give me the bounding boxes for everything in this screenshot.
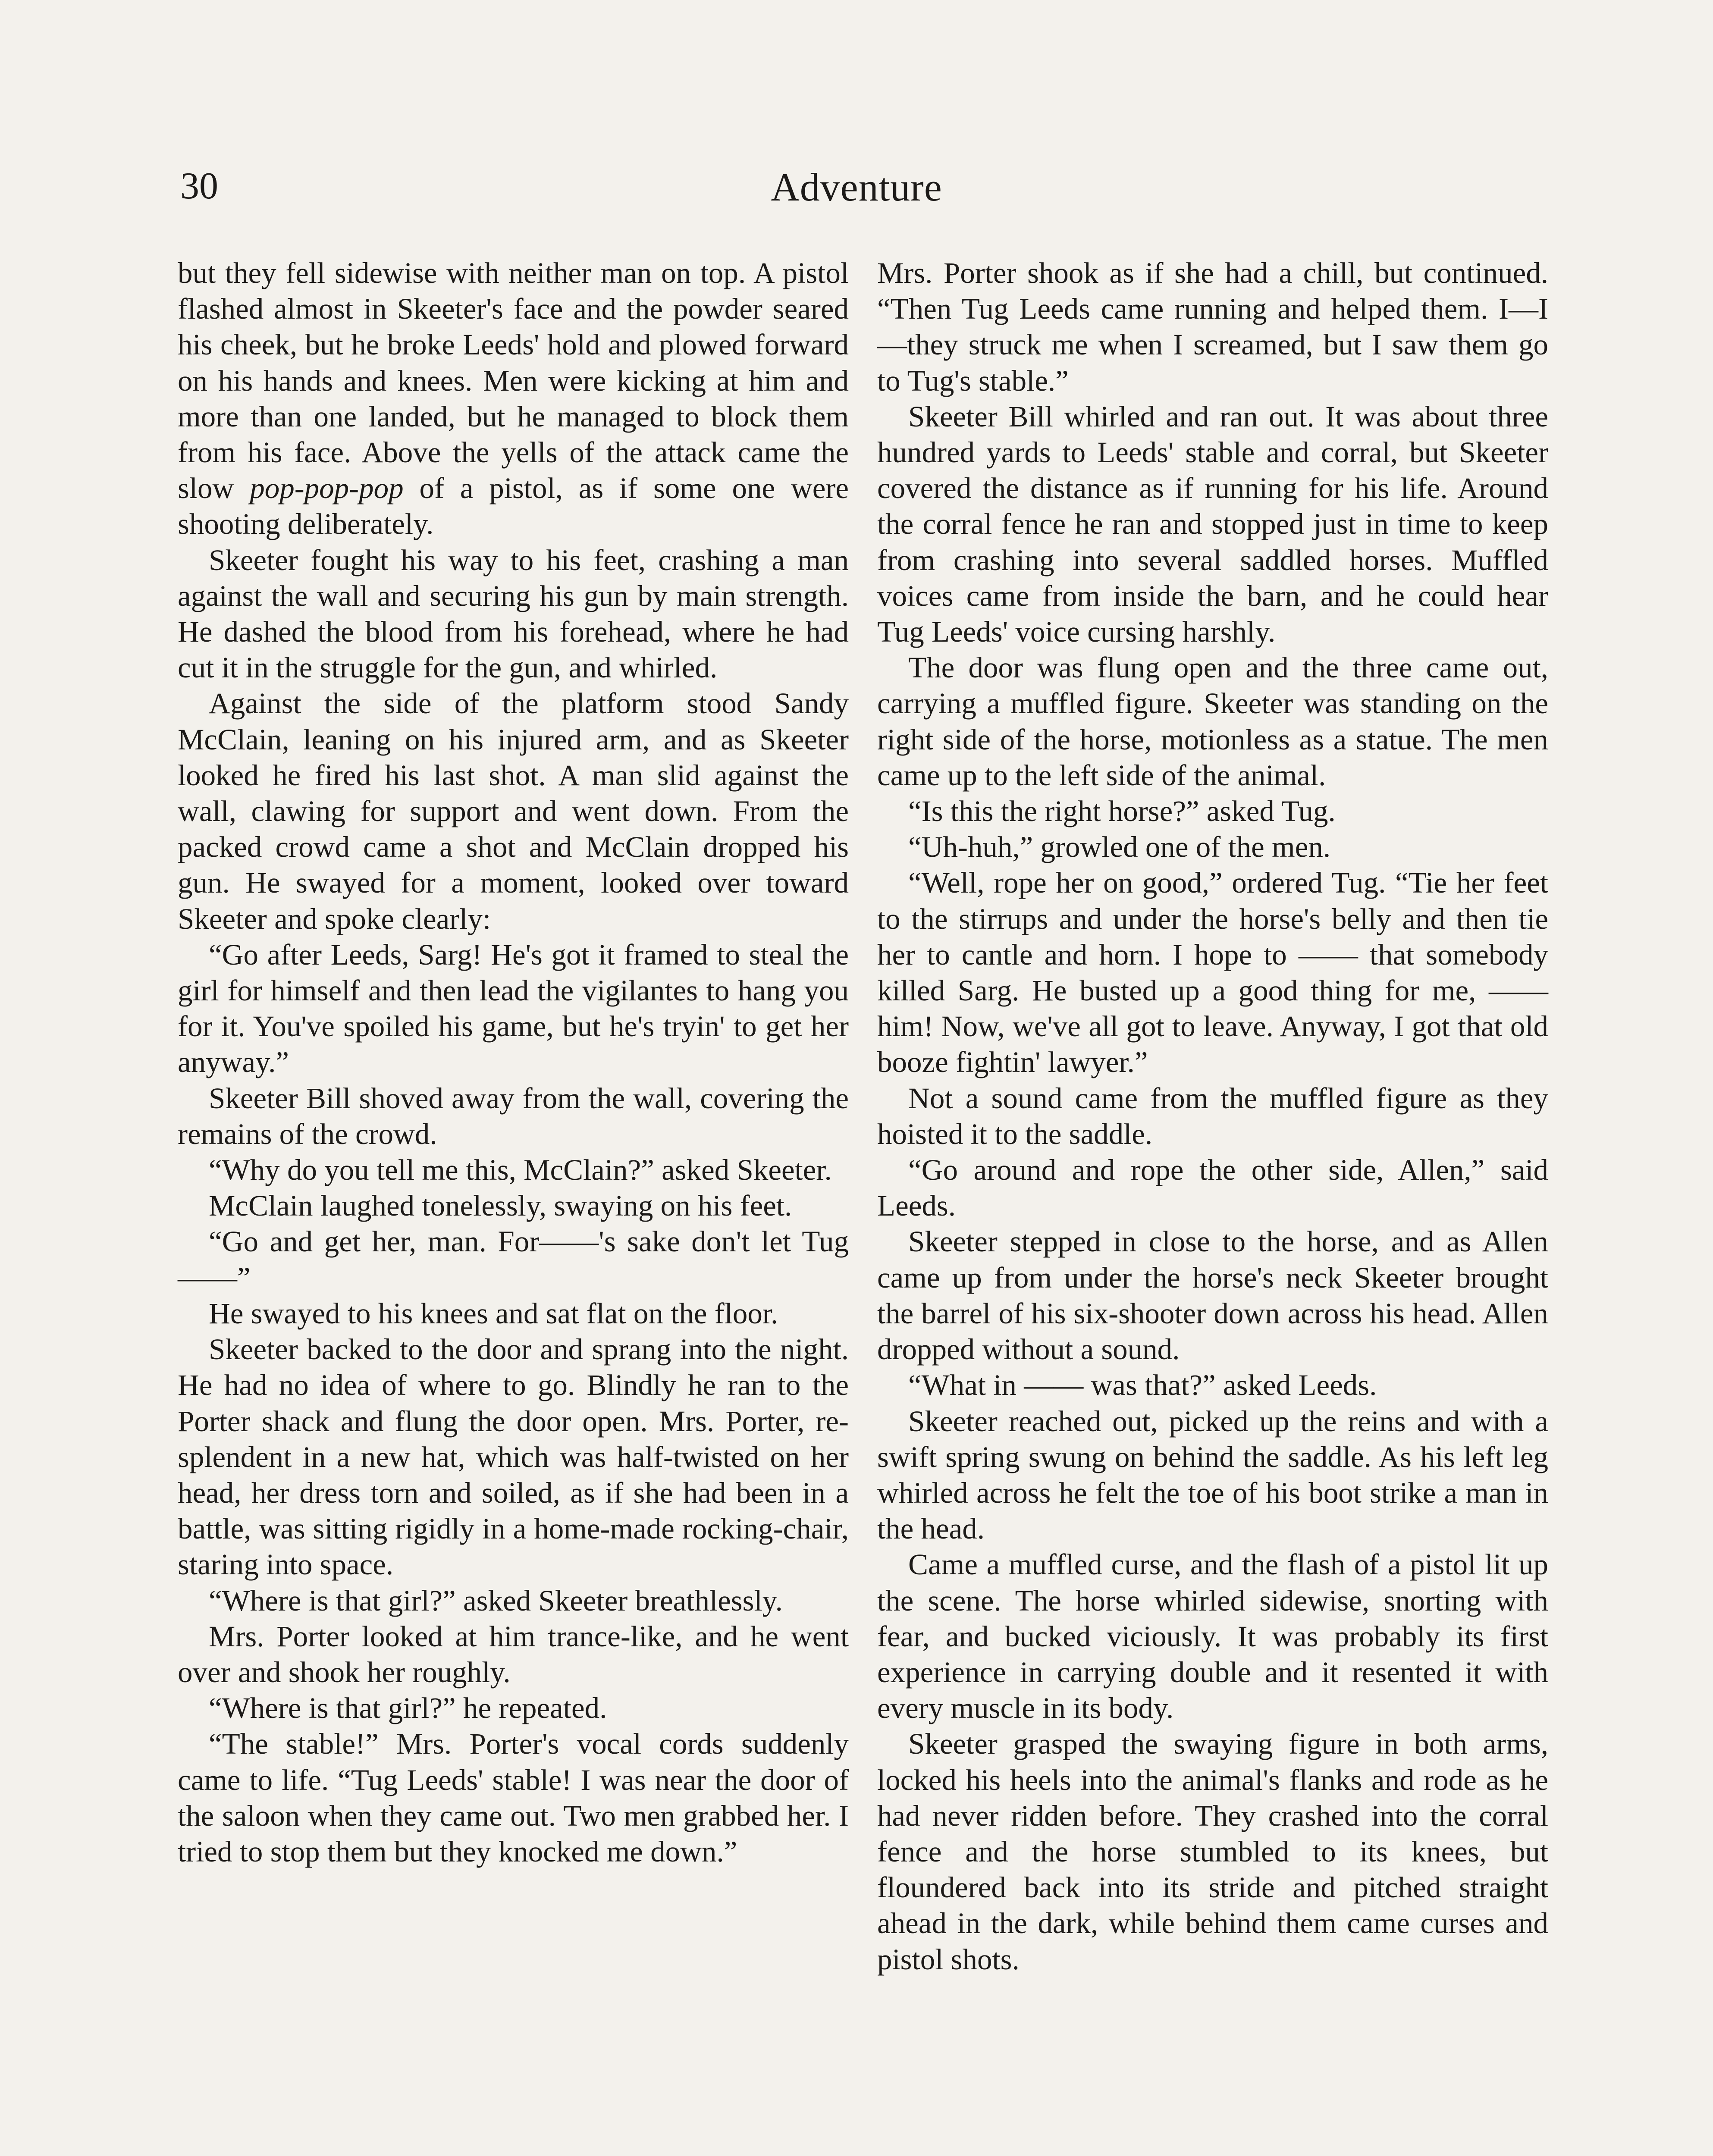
- italic-sound: pop-pop-pop: [250, 472, 404, 505]
- paragraph: Skeeter Bill whirled and ran out. It was about three hundred yards to Leeds' stable and corral, but Skeeter covered the distance as if running for his life. Around the corral fence he ran and stopped just in time to keep from crashing into several saddled horses. Muffled voices came from inside the barn, and he could hear Tug Leeds' voice cursing harshly.: [877, 400, 1548, 649]
- paragraph: “The stable!” Mrs. Porter's vocal cords suddenly came to life. “Tug Leeds' stable! I was near the door of the saloon when they came out. Two men grabbed her. I tried to stop them but they knocked me down.”: [178, 1727, 849, 1868]
- paragraph: Skeeter stepped in close to the horse, and as Allen came up from under the horse's neck Skeeter brought the barrel of his six-shooter down across his head. Allen dropped without a sound.: [877, 1225, 1548, 1366]
- paragraph: “Where is that girl?” asked Skeeter breathlessly.: [209, 1584, 783, 1617]
- paragraph: “Go after Leeds, Sarg! He's got it framed to steal the girl for himself and then lead the vigilantes to hang you for it. You've spoiled his game, but he's tryin' to get her anyway.”: [178, 938, 849, 1079]
- paragraph: Skeeter reached out, picked up the reins and with a swift spring swung on behind the saddle. As his left leg whirled across he felt the toe of his boot strike a man in the head.: [877, 1404, 1548, 1545]
- paragraph: “Go around and rope the other side, Allen,” said Leeds.: [877, 1153, 1548, 1222]
- running-head-title: Adventure: [771, 165, 942, 209]
- paragraph: Skeeter backed to the door and sprang into the night. He had no idea of where to go. Blindly he ran to the Porter shack and flung the door open. Mrs. Porter, resplendent in a new hat, which was half-twisted on her head, her dress torn and soiled, as if she had been in a battle, was sitting rigidly in a home-made rocking-chair, staring into space.: [178, 1333, 849, 1581]
- paragraph: [178, 255, 849, 542]
- left-column: [178, 255, 849, 1870]
- paragraph: Came a muffled curse, and the flash of a pistol lit up the scene. The horse whirled sidewise, snorting with fear, and bucked viciously. It was probably its first experience in carrying double and it resented it with every muscle in its body.: [877, 1548, 1548, 1725]
- paragraph: “Go and get her, man. For——'s sake don't let Tug——”: [178, 1225, 849, 1294]
- paragraph: McClain laughed tonelessly, swaying on his feet.: [209, 1189, 792, 1222]
- paragraph: Skeeter Bill shoved away from the wall, covering the remains of the crowd.: [178, 1081, 849, 1150]
- paragraph-text: but they fell sidewise with neither man on top. A pistol flashed almost in Skeeter's face and the powder seared his cheek, but he broke Leeds' hold and plowed forward on his hands and knees. Men were kicking at him and more than one landed, but he managed to block them from his face. Above the yells of the attack came the slow: [178, 257, 849, 505]
- paragraph: “Uh-huh,” growled one of the men.: [908, 830, 1331, 864]
- paragraph: He swayed to his knees and sat flat on the floor.: [209, 1297, 778, 1330]
- paragraph: “Why do you tell me this, McClain?” asked Skeeter.: [209, 1153, 832, 1187]
- paragraph: The door was flung open and the three came out, carrying a muffled figure. Skeeter was standing on the right side of the horse, motionless as a statue. The men came up to the left side of the animal.: [877, 651, 1548, 792]
- right-column: [877, 255, 1548, 1977]
- paragraph: “What in —— was that?” asked Leeds.: [908, 1369, 1377, 1402]
- paragraph: Skeeter fought his way to his feet, crashing a man against the wall and securing his gun by main strength. He dashed the blood from his forehead, where he had cut it in the struggle for the gun, and whirled.: [178, 543, 849, 684]
- paragraph: “Well, rope her on good,” ordered Tug. “Tie her feet to the stirrups and under the horse's belly and then tie her to cantle and horn. I hope to —— that somebody killed Sarg. He busted up a good thing for me, —— him! Now, we've all got to leave. Anyway, I got that old booze fightin' lawyer.”: [877, 866, 1548, 1079]
- paragraph: “Is this the right horse?” asked Tug.: [908, 795, 1336, 828]
- paragraph-text: of a pistol, as if some one were shooting deliberately.: [178, 472, 849, 541]
- page-number: 30: [180, 165, 218, 207]
- paragraph: “Where is that girl?” he repeated.: [209, 1692, 607, 1725]
- paragraph: Not a sound came from the muffled figure as they hoisted it to the saddle.: [877, 1081, 1548, 1150]
- paragraph: Against the side of the platform stood Sandy McClain, leaning on his injured arm, and as Skeeter looked he fired his last shot. A man slid against the wall, clawing for support and went down. From the packed crowd came a shot and McClain dropped his gun. He swayed for a moment, looked over toward Skeeter and spoke clearly:: [178, 687, 849, 935]
- paragraph: Mrs. Porter shook as if she had a chill, but continued. “Then Tug Leeds came running and helped them. I—I—they struck me when I screamed, but I saw them go to Tug's stable.”: [877, 257, 1548, 397]
- paragraph: Skeeter grasped the swaying figure in both arms, locked his heels into the animal's flanks and rode as he had never ridden before. They crashed into the corral fence and the horse stumbled to its knees, but floundered back into its stride and pitched straight ahead in the dark, while behind them came curses and pistol shots.: [877, 1727, 1548, 1976]
- paragraph: Mrs. Porter looked at him trance-like, and he went over and shook her roughly.: [178, 1620, 849, 1689]
